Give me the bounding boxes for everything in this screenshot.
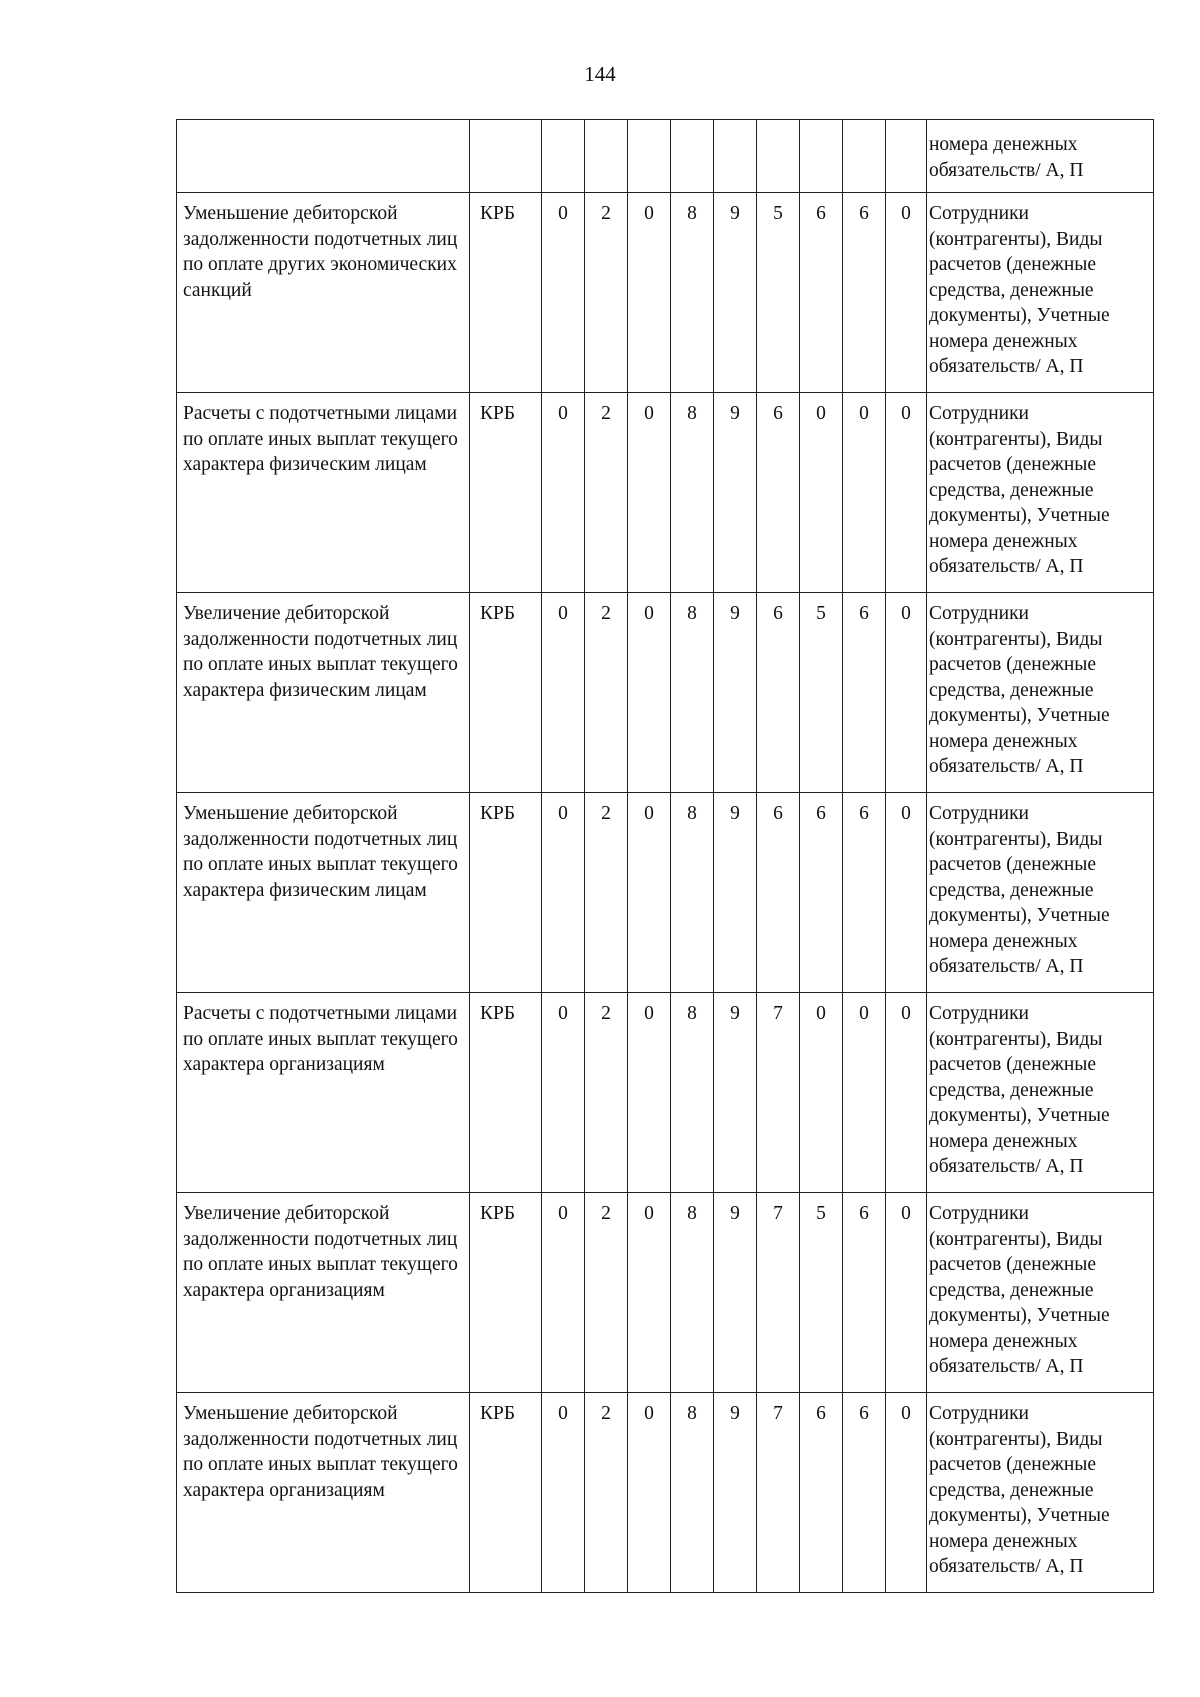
type-cell: КРБ	[470, 193, 542, 393]
digit-cell: 9	[714, 1193, 757, 1393]
page-number: 144	[584, 62, 616, 86]
digit-cell: 6	[843, 1393, 886, 1593]
accounts-table	[176, 119, 1154, 1593]
digit-cell: 0	[886, 793, 927, 993]
digit-cell: 0	[800, 393, 843, 593]
table-row	[177, 1193, 1154, 1393]
digit-cell: 6	[757, 593, 800, 793]
digit-cell: 0	[542, 593, 585, 793]
table-row	[177, 393, 1154, 593]
digit-cell: 5	[800, 1193, 843, 1393]
digit-cell: 0	[886, 393, 927, 593]
digit-cell	[542, 120, 585, 193]
digit-cell: 0	[628, 793, 671, 993]
analytics-cell: Сотрудники (контрагенты), Виды расчетов (денежные средства, денежные документы), Учетные номера денежных обязательств/ А, П	[927, 1193, 1154, 1393]
analytics-cell: Сотрудники (контрагенты), Виды расчетов (денежные средства, денежные документы), Учетные номера денежных обязательств/ А, П	[927, 593, 1154, 793]
digit-cell	[757, 120, 800, 193]
digit-cell: 9	[714, 593, 757, 793]
digit-cell: 9	[714, 1393, 757, 1593]
digit-cell: 0	[542, 993, 585, 1193]
digit-cell: 8	[671, 593, 714, 793]
type-cell: КРБ	[470, 993, 542, 1193]
digit-cell: 0	[628, 193, 671, 393]
digit-cell: 0	[628, 1393, 671, 1593]
type-cell: КРБ	[470, 393, 542, 593]
digit-cell: 0	[628, 393, 671, 593]
analytics-cell: номера денежных обязательств/ А, П	[927, 120, 1154, 193]
digit-cell: 0	[542, 1193, 585, 1393]
digit-cell: 2	[585, 1393, 628, 1593]
digit-cell: 6	[757, 793, 800, 993]
digit-cell: 7	[757, 993, 800, 1193]
table-row	[177, 793, 1154, 993]
digit-cell: 7	[757, 1193, 800, 1393]
digit-cell: 6	[800, 793, 843, 993]
digit-cell: 5	[800, 593, 843, 793]
type-cell: КРБ	[470, 1393, 542, 1593]
type-cell: КРБ	[470, 593, 542, 793]
type-cell	[470, 120, 542, 193]
digit-cell: 6	[843, 1193, 886, 1393]
digit-cell: 0	[628, 593, 671, 793]
digit-cell: 2	[585, 393, 628, 593]
digit-cell: 6	[800, 193, 843, 393]
digit-cell: 0	[628, 993, 671, 1193]
digit-cell: 6	[800, 1393, 843, 1593]
digit-cell	[800, 120, 843, 193]
digit-cell: 0	[542, 1393, 585, 1593]
table-row	[177, 593, 1154, 793]
digit-cell: 6	[843, 793, 886, 993]
digit-cell: 9	[714, 993, 757, 1193]
digit-cell	[585, 120, 628, 193]
digit-cell: 2	[585, 193, 628, 393]
digit-cell	[886, 120, 927, 193]
digit-cell: 0	[843, 993, 886, 1193]
name-cell: Расчеты с подотчетными лицами по оплате иных выплат текущего характера организациям	[177, 993, 470, 1193]
digit-cell: 6	[843, 593, 886, 793]
digit-cell: 0	[886, 993, 927, 1193]
analytics-cell: Сотрудники (контрагенты), Виды расчетов (денежные средства, денежные документы), Учетные номера денежных обязательств/ А, П	[927, 993, 1154, 1193]
digit-cell: 9	[714, 393, 757, 593]
digit-cell: 0	[886, 1193, 927, 1393]
digit-cell: 9	[714, 193, 757, 393]
analytics-cell: Сотрудники (контрагенты), Виды расчетов (денежные средства, денежные документы), Учетные номера денежных обязательств/ А, П	[927, 393, 1154, 593]
digit-cell: 8	[671, 993, 714, 1193]
digit-cell: 2	[585, 993, 628, 1193]
digit-cell: 8	[671, 393, 714, 593]
digit-cell: 0	[542, 793, 585, 993]
digit-cell: 6	[843, 193, 886, 393]
digit-cell: 0	[843, 393, 886, 593]
name-cell: Уменьшение дебиторской задолженности подотчетных лиц по оплате иных выплат текущего характера физическим лицам	[177, 793, 470, 993]
table-row	[177, 993, 1154, 1193]
digit-cell	[714, 120, 757, 193]
digit-cell: 0	[886, 593, 927, 793]
name-cell: Уменьшение дебиторской задолженности подотчетных лиц по оплате других экономических санкций	[177, 193, 470, 393]
table-row	[177, 1393, 1154, 1593]
digit-cell: 2	[585, 793, 628, 993]
digit-cell: 0	[886, 193, 927, 393]
digit-cell: 2	[585, 1193, 628, 1393]
digit-cell: 0	[800, 993, 843, 1193]
continuation-row	[177, 120, 1154, 193]
digit-cell: 7	[757, 1393, 800, 1593]
digit-cell: 6	[757, 393, 800, 593]
table-body	[177, 120, 1154, 1593]
type-cell: КРБ	[470, 1193, 542, 1393]
name-cell: Уменьшение дебиторской задолженности подотчетных лиц по оплате иных выплат текущего характера организациям	[177, 1393, 470, 1593]
analytics-cell: Сотрудники (контрагенты), Виды расчетов (денежные средства, денежные документы), Учетные номера денежных обязательств/ А, П	[927, 193, 1154, 393]
digit-cell: 0	[542, 193, 585, 393]
type-cell: КРБ	[470, 793, 542, 993]
analytics-cell: Сотрудники (контрагенты), Виды расчетов (денежные средства, денежные документы), Учетные номера денежных обязательств/ А, П	[927, 793, 1154, 993]
digit-cell: 8	[671, 1393, 714, 1593]
digit-cell: 9	[714, 793, 757, 993]
digit-cell: 2	[585, 593, 628, 793]
analytics-cell: Сотрудники (контрагенты), Виды расчетов (денежные средства, денежные документы), Учетные номера денежных обязательств/ А, П	[927, 1393, 1154, 1593]
digit-cell: 8	[671, 1193, 714, 1393]
digit-cell: 5	[757, 193, 800, 393]
digit-cell	[843, 120, 886, 193]
name-cell: Расчеты с подотчетными лицами по оплате иных выплат текущего характера физическим лицам	[177, 393, 470, 593]
digit-cell	[671, 120, 714, 193]
digit-cell	[628, 120, 671, 193]
name-cell: Увеличение дебиторской задолженности подотчетных лиц по оплате иных выплат текущего характера физическим лицам	[177, 593, 470, 793]
table-row	[177, 193, 1154, 393]
digit-cell: 0	[886, 1393, 927, 1593]
digit-cell: 0	[628, 1193, 671, 1393]
digit-cell: 0	[542, 393, 585, 593]
name-cell	[177, 120, 470, 193]
digit-cell: 8	[671, 193, 714, 393]
name-cell: Увеличение дебиторской задолженности подотчетных лиц по оплате иных выплат текущего характера организациям	[177, 1193, 470, 1393]
digit-cell: 8	[671, 793, 714, 993]
